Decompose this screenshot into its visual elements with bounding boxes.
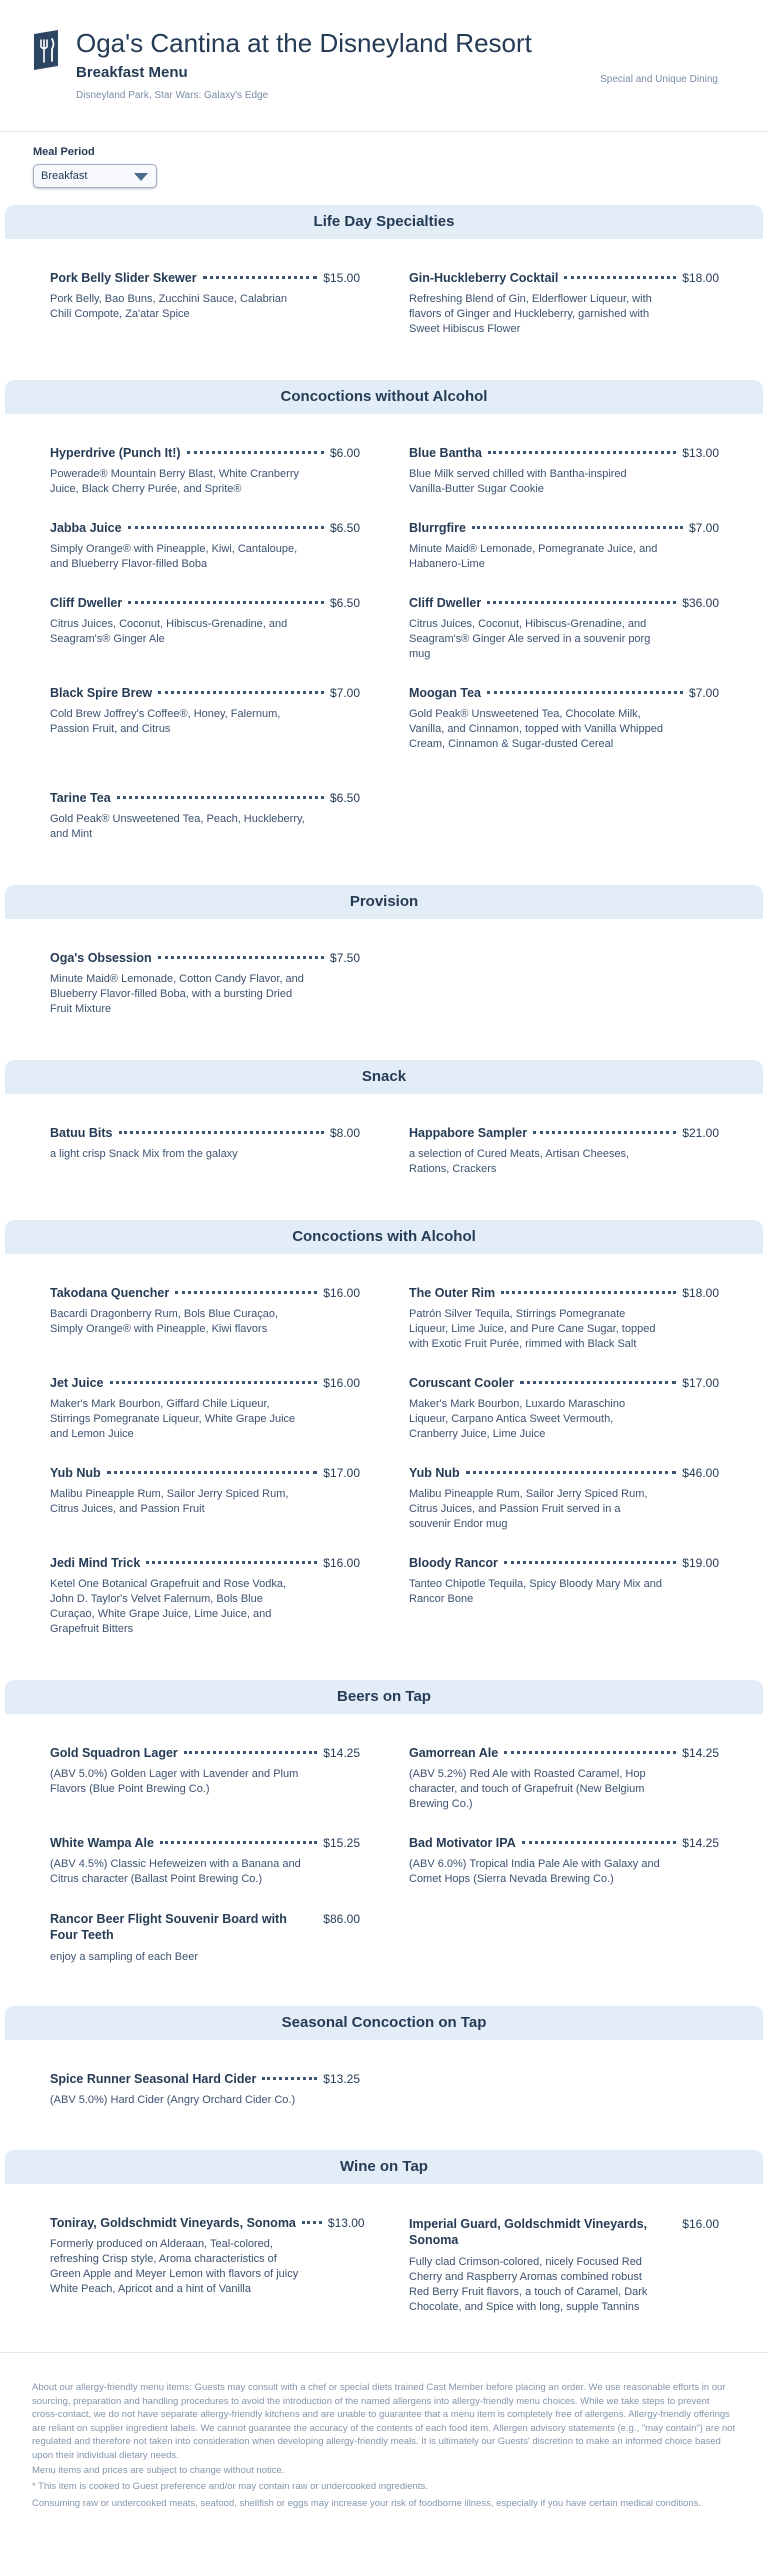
- menu-item: [409, 521, 719, 572]
- item-description: Bacardi Dragonberry Rum, Bols Blue Curaçao, Simply Orange® with Pineapple, Kiwi flavors: [50, 1308, 279, 1335]
- item-price: $7.00: [688, 686, 719, 700]
- menu-item: [50, 1466, 360, 1517]
- item-description: Minute Maid® Lemonade, Cotton Candy Flavor, and Blueberry Flavor-filled Boba, with a bursting Dried Fruit Mixture: [50, 973, 304, 1015]
- dot-leader: [501, 1291, 676, 1294]
- item-price: $6.50: [329, 791, 360, 805]
- item-price: $13.00: [682, 446, 719, 460]
- meal-period-value: Breakfast: [41, 170, 88, 182]
- menu-item: [50, 1286, 360, 1337]
- section-title: Seasonal Concoction on Tap: [5, 2006, 763, 2040]
- section-title: Life Day Specialties: [5, 205, 763, 239]
- item-price: $6.50: [329, 596, 360, 610]
- item-description: Pork Belly, Bao Buns, Zucchini Sauce, Calabrian Chili Compote, Za'atar Spice: [50, 293, 288, 320]
- menu-item: [50, 1376, 360, 1442]
- menu-item: [409, 1286, 719, 1352]
- menu-item: [50, 521, 360, 572]
- menu-item: [50, 1126, 360, 1162]
- item-name: Imperial Guard, Goldschmidt Vineyards, Sonoma: [409, 2217, 648, 2247]
- dot-leader: [119, 1131, 324, 1134]
- item-price: $19.00: [682, 1556, 719, 1570]
- item-price: $16.00: [323, 1556, 360, 1570]
- item-price: $18.00: [682, 1286, 719, 1300]
- item-name: Jedi Mind Trick: [50, 1556, 141, 1570]
- item-price: $17.00: [682, 1376, 719, 1390]
- menu-item: [50, 1556, 360, 1637]
- dot-leader: [110, 1381, 318, 1384]
- menu-item: [50, 596, 360, 647]
- item-price: $6.50: [329, 521, 360, 535]
- dot-leader: [158, 956, 324, 959]
- item-description: a selection of Cured Meats, Artisan Cheeses, Rations, Crackers: [409, 1148, 630, 1175]
- item-description: Gold Peak® Unsweetened Tea, Chocolate Milk, Vanilla, and Cinnamon, topped with Vanilla Whipped Cream, Cinnamon & Sugar-dusted Cereal: [409, 708, 663, 750]
- dot-leader: [504, 1751, 676, 1754]
- item-description: Malibu Pineapple Rum, Sailor Jerry Spiced Rum, Citrus Juices, and Passion Fruit: [50, 1488, 289, 1515]
- menu-item: [50, 951, 360, 1017]
- item-description: (ABV 5.2%) Red Ale with Roasted Caramel, Hop character, and touch of Grapefruit (New Belgium Brewing Co.): [409, 1768, 646, 1810]
- item-price: $13.25: [323, 2072, 360, 2086]
- item-price: $36.00: [682, 596, 719, 610]
- item-description: Formerly produced on Alderaan, Teal-colored, refreshing Crisp style, Aroma characteristics of Green Apple and Meyer Lemon with flavors of juicy White Peach, Apricot and a hint of Vanilla: [50, 2238, 299, 2295]
- item-name: Jabba Juice: [50, 521, 122, 535]
- restaurant-name: Oga's Cantina at the Disneyland Resort: [76, 28, 532, 58]
- item-price: $15.25: [323, 1836, 360, 1850]
- item-name: Gamorrean Ale: [409, 1746, 499, 1760]
- item-name: Hyperdrive (Punch It!): [50, 446, 181, 460]
- section-title: Provision: [5, 885, 763, 919]
- dot-leader: [262, 2077, 317, 2080]
- menu-item: [50, 2072, 360, 2108]
- dot-leader: [160, 1841, 317, 1844]
- item-description: Ketel One Botanical Grapefruit and Rose Vodka, John D. Taylor's Velvet Falernum, Bols Blue Curaçao, White Grape Juice, Lime Juice, and Grapefruit Bitters: [50, 1578, 287, 1635]
- item-description: Refreshing Blend of Gin, Elderflower Liqueur, with flavors of Ginger and Huckleberry, garnished with Sweet Hibiscus Flower: [409, 293, 652, 335]
- item-description: Minute Maid® Lemonade, Pomegranate Juice, and Habanero-Lime: [409, 543, 658, 570]
- item-description: Powerade® Mountain Berry Blast, White Cranberry Juice, Black Cherry Purée, and Sprite®: [50, 468, 299, 495]
- menu-item: [409, 596, 719, 662]
- item-description: (ABV 6.0%) Tropical India Pale Ale with Galaxy and Comet Hops (Sierra Nevada Brewing Co.): [409, 1858, 660, 1885]
- menu-item: [50, 446, 360, 497]
- item-description: Citrus Juices, Coconut, Hibiscus-Grenadine, and Seagram's® Ginger Ale: [50, 618, 288, 645]
- item-description: Maker's Mark Bourbon, Giffard Chile Liqueur, Stirrings Pomegranate Liqueur, White Grape Juice and Lemon Juice: [50, 1398, 296, 1440]
- item-description: Simply Orange® with Pineapple, Kiwi, Cantaloupe, and Blueberry Flavor-filled Boba: [50, 543, 298, 570]
- dot-leader: [466, 1471, 677, 1474]
- section-title: Concoctions with Alcohol: [5, 1220, 763, 1254]
- item-price: $21.00: [682, 1126, 719, 1140]
- item-description: (ABV 5.0%) Golden Lager with Lavender and Plum Flavors (Blue Point Brewing Co.): [50, 1768, 299, 1795]
- item-price: $8.00: [329, 1126, 360, 1140]
- menu-item: [409, 686, 719, 752]
- item-description: Tanteo Chipotle Tequila, Spicy Bloody Mary Mix and Rancor Bone: [409, 1578, 662, 1605]
- menu-item: [409, 271, 719, 337]
- item-price: $14.25: [682, 1746, 719, 1760]
- item-price: $6.00: [329, 446, 360, 460]
- dot-leader: [128, 601, 324, 604]
- item-name: Tarine Tea: [50, 791, 111, 805]
- item-name: Happabore Sampler: [409, 1126, 528, 1140]
- section-title: Beers on Tap: [5, 1680, 763, 1714]
- price-change-notice: Menu items and prices are subject to change without notice.: [32, 2465, 285, 2476]
- dot-leader: [175, 1291, 317, 1294]
- allergy-footer: [0, 2352, 768, 2549]
- menu-item: [409, 1376, 719, 1442]
- dot-leader: [302, 2221, 322, 2224]
- section-snack: [0, 1060, 768, 1175]
- dot-leader: [146, 1561, 317, 1564]
- item-name: Coruscant Cooler: [409, 1376, 514, 1390]
- dot-leader: [564, 276, 676, 279]
- item-description: Blue Milk served chilled with Bantha-inspired Vanilla-Butter Sugar Cookie: [409, 468, 627, 495]
- item-price: $16.00: [682, 2217, 719, 2231]
- item-name: Takodana Quencher: [50, 1286, 170, 1300]
- dot-leader: [520, 1381, 676, 1384]
- item-name: Gold Squadron Lager: [50, 1746, 178, 1760]
- menu-item: [409, 2216, 719, 2315]
- item-name: Cliff Dweller: [50, 596, 123, 610]
- item-name: Rancor Beer Flight Souvenir Board with Four Teeth: [50, 1912, 287, 1942]
- item-price: $13.00: [327, 2216, 365, 2230]
- dot-leader: [184, 1751, 318, 1754]
- dot-leader: [107, 1471, 318, 1474]
- item-description: (ABV 4.5%) Classic Hefeweizen with a Banana and Citrus character (Ballast Point Brewing Co.): [50, 1858, 301, 1885]
- item-description: Patrón Silver Tequila, Stirrings Pomegranate Liqueur, Lime Juice, and Pure Cane Sugar, topped with Exotic Fruit Purée, rimmed with Black Salt: [409, 1308, 656, 1350]
- dot-leader: [522, 1841, 677, 1844]
- item-name: Bloody Rancor: [409, 1556, 498, 1570]
- dining-type-link[interactable]: Special and Unique Dining: [600, 74, 718, 85]
- meal-period-label: Meal Period: [33, 146, 95, 158]
- item-description: Cold Brew Joffrey's Coffee®, Honey, Falernum, Passion Fruit, and Citrus: [50, 708, 281, 735]
- item-name: Blurrgfire: [409, 521, 466, 535]
- section-concoctions-without-alcohol: [0, 380, 768, 840]
- item-description: Malibu Pineapple Rum, Sailor Jerry Spiced Rum, Citrus Juices, and Passion Fruit served in a souvenir Endor mug: [409, 1488, 648, 1530]
- menu-item: [409, 446, 719, 497]
- menu-item: [50, 2216, 365, 2297]
- menu-item: [409, 1556, 719, 1607]
- allergy-notice: About our allergy-friendly menu items: Guests may consult with a chef or special diets trained Cast Member before placing an order. We use reasonable efforts in our sourcing, preparation and handling procedures to avoid the introduction of the named allergens into allergy-friendly menu choices. While we take steps to prevent cross-contact, we do not have separate allergy-friendly kitchens and are unable to guarantee that a menu item is completely free of allergens. Allergy-friendly offerings are reliant on supplier ingredient labels. We cannot guarantee the accuracy of the contents of each food item. Allergen advisory statements (e.g., "may contain") are not regulated and therefore not taken into consideration when developing allergy-friendly meals. It is ultimately our Guests' discretion to make an informed choice based upon their individual dietary needs.: [32, 2382, 736, 2461]
- menu-item: [409, 1836, 719, 1887]
- menu-item: [409, 1746, 719, 1812]
- dot-leader: [488, 451, 676, 454]
- cutlery-logo-icon: [32, 30, 60, 70]
- section-title: Wine on Tap: [5, 2150, 763, 2184]
- item-name: Oga's Obsession: [50, 951, 152, 965]
- item-name: The Outer Rim: [409, 1286, 496, 1300]
- item-price: $14.25: [682, 1836, 719, 1850]
- section-provision: [0, 885, 768, 1015]
- section-wine-on-tap: [0, 2150, 768, 2313]
- item-description: a light crisp Snack Mix from the galaxy: [50, 1148, 238, 1160]
- item-description: Fully clad Crimson-colored, nicely Focused Red Cherry and Raspberry Aromas combined robust Red Berry Fruit flavors, a touch of Caramel, Dark Chocolate, and Spice with long, supple Tannins: [409, 2256, 648, 2313]
- item-name: Bad Motivator IPA: [409, 1836, 516, 1850]
- menu-item: [50, 1911, 360, 1965]
- item-name: Jet Juice: [50, 1376, 104, 1390]
- menu-item: [50, 1836, 360, 1887]
- item-name: Batuu Bits: [50, 1126, 113, 1140]
- menu-item: [409, 1466, 719, 1532]
- item-price: $7.00: [688, 521, 719, 535]
- item-price: $18.00: [682, 271, 719, 285]
- item-price: $17.00: [323, 1466, 360, 1480]
- item-price: $86.00: [323, 1912, 360, 1926]
- menu-item: [50, 686, 360, 737]
- consumption-warning: Consuming raw or undercooked meats, seafood, shellfish or eggs may increase your risk of foodborne illness, especially if you have certain medical conditions.: [32, 2498, 702, 2509]
- menu-item: [50, 271, 360, 322]
- item-description: Citrus Juices, Coconut, Hibiscus-Grenadine, and Seagram's® Ginger Ale served in a souvenir porg mug: [409, 618, 651, 660]
- item-name: Moogan Tea: [409, 686, 481, 700]
- section-concoctions-with-alcohol: [0, 1220, 768, 1635]
- section-beers-on-tap: [0, 1680, 768, 1963]
- item-name: Spice Runner Seasonal Hard Cider: [50, 2072, 257, 2086]
- dot-leader: [203, 276, 318, 279]
- item-price: $16.00: [323, 1286, 360, 1300]
- item-description: enjoy a sampling of each Beer: [50, 1951, 198, 1963]
- dot-leader: [158, 691, 324, 694]
- dot-leader: [117, 796, 324, 799]
- dot-leader: [504, 1561, 676, 1564]
- dot-leader: [533, 1131, 676, 1134]
- raw-item-notice: * This item is cooked to Guest preference and/or may contain raw or undercooked ingredients.: [32, 2480, 428, 2492]
- item-name: Pork Belly Slider Skewer: [50, 271, 197, 285]
- item-price: $16.00: [323, 1376, 360, 1390]
- menu-title: Breakfast Menu: [76, 64, 188, 81]
- item-name: Blue Bantha: [409, 446, 482, 460]
- page-header: [0, 0, 768, 132]
- item-price: $7.50: [329, 951, 360, 965]
- item-name: White Wampa Ale: [50, 1836, 154, 1850]
- item-description: Maker's Mark Bourbon, Luxardo Maraschino Liqueur, Carpano Antica Sweet Vermouth, Cranberry Juice, Lime Juice: [409, 1398, 626, 1440]
- item-name: Yub Nub: [409, 1466, 460, 1480]
- item-price: $15.00: [323, 271, 360, 285]
- section-title: Concoctions without Alcohol: [5, 380, 763, 414]
- item-price: $7.00: [329, 686, 360, 700]
- item-description: Gold Peak® Unsweetened Tea, Peach, Huckleberry, and Mint: [50, 813, 305, 840]
- item-name: Gin-Huckleberry Cocktail: [409, 271, 559, 285]
- dot-leader: [487, 601, 676, 604]
- item-name: Black Spire Brew: [50, 686, 153, 700]
- menu-item: [409, 1126, 719, 1177]
- chevron-down-icon: [134, 173, 148, 181]
- meal-period-control: [33, 146, 157, 188]
- dot-leader: [128, 526, 324, 529]
- location-text: Disneyland Park, Star Wars: Galaxy's Edge: [76, 90, 269, 101]
- menu-item: [50, 1746, 360, 1797]
- item-price: $46.00: [682, 1466, 719, 1480]
- section-title: Snack: [5, 1060, 763, 1094]
- item-name: Cliff Dweller: [409, 596, 482, 610]
- dot-leader: [472, 526, 683, 529]
- dot-leader: [487, 691, 683, 694]
- meal-period-select[interactable]: [33, 164, 157, 188]
- item-name: Yub Nub: [50, 1466, 101, 1480]
- item-name: Toniray, Goldschmidt Vineyards, Sonoma: [50, 2216, 296, 2230]
- item-description: (ABV 5.0%) Hard Cider (Angry Orchard Cider Co.): [50, 2094, 296, 2106]
- section-seasonal-concoction: [0, 2006, 768, 2106]
- dot-leader: [187, 451, 324, 454]
- item-price: $14.25: [323, 1746, 360, 1760]
- menu-item: [50, 791, 360, 842]
- section-life-day-specialties: [0, 205, 768, 335]
